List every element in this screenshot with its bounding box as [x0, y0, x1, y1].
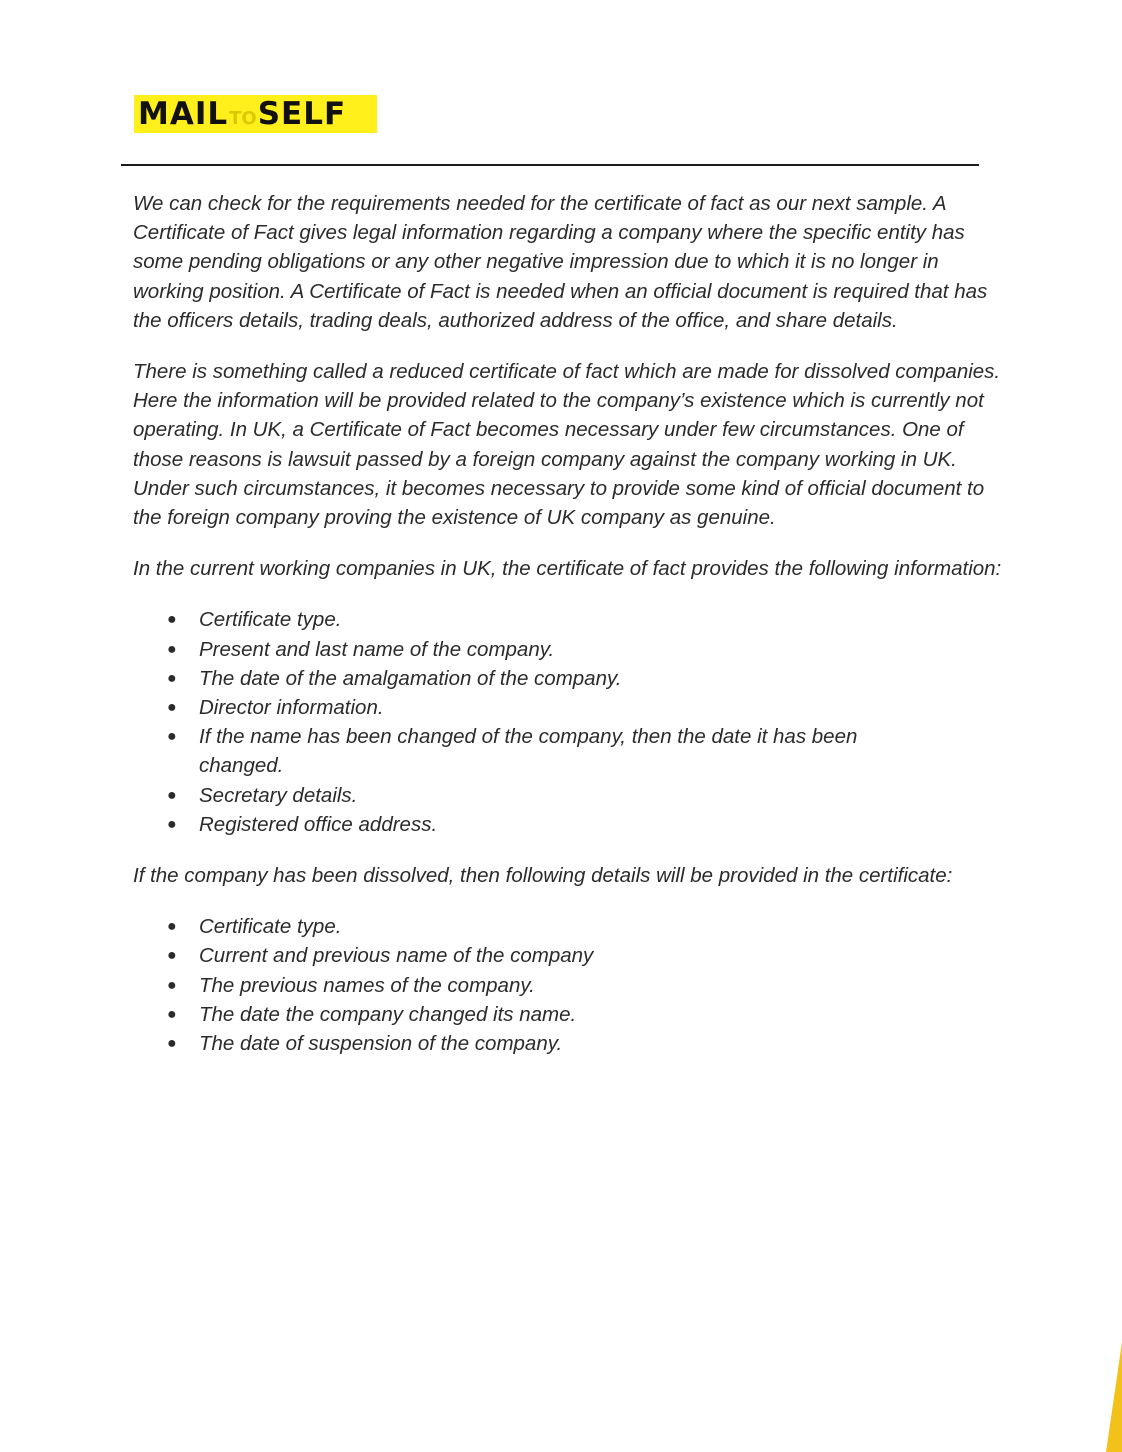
bullet-icon: ●: [167, 699, 177, 717]
dissolved-intro-paragraph: If the company has been dissolved, then following details will be provided in the certificate:: [133, 864, 953, 888]
list-item-text: Present and last name of the company.: [199, 637, 555, 661]
logo-middle-text: TO: [229, 107, 257, 129]
bullet-icon: ●: [167, 728, 177, 746]
list-item-text: The date of the amalgamation of the company.: [199, 666, 622, 690]
bullet-icon: ●: [167, 640, 177, 658]
bullet-icon: ●: [167, 1005, 177, 1023]
list-item-text: If the name has been changed of the company, then the date it has been changed.: [199, 725, 858, 778]
list-item-text: Current and previous name of the company: [199, 944, 594, 968]
list-item: [133, 971, 919, 1000]
bullet-icon: ●: [167, 918, 177, 936]
dissolved-companies-list: [133, 912, 1003, 1058]
mail-to-self-logo: [134, 95, 377, 133]
list-item-text: The date the company changed its name.: [199, 1002, 577, 1026]
document-body: [133, 189, 1003, 1080]
reduced-certificate-paragraph: There is something called a reduced certificate of fact which are made for dissolved companies. Here the information will be provided related to the company’s existence which is currently not operating. In UK, a Certificate of Fact becomes necessary under few circumstances. One of those reasons is lawsuit passed by a foreign company against the company working in UK. Under such circumstances, it becomes necessary to provide some kind of official document to the foreign company proving the existence of UK company as genuine.: [133, 360, 1001, 530]
logo-right-text: SELF: [257, 95, 347, 132]
intro-paragraph: We can check for the requirements needed for the certificate of fact as our next sample. A Certificate of Fact gives legal information regarding a company where the specific entity has some pending obligations or any other negative impression due to which it is no longer in working position. A Certificate of Fact is needed when an official document is required that has the officers details, trading deals, authorized address of the office, and share details.: [133, 192, 988, 332]
list-item: [133, 781, 919, 810]
bullet-icon: ●: [167, 815, 177, 833]
list-item: [133, 810, 919, 839]
list-item: [133, 635, 919, 664]
list-item: [133, 1029, 919, 1058]
bullet-icon: ●: [167, 611, 177, 629]
list-item: [133, 722, 919, 780]
list-item: [133, 1000, 919, 1029]
list-item-text: Registered office address.: [199, 812, 438, 836]
corner-accent-decoration: [1106, 1342, 1122, 1452]
list-item: [133, 912, 919, 941]
bullet-icon: ●: [167, 786, 177, 804]
bullet-icon: ●: [167, 1035, 177, 1053]
logo-text: [138, 95, 347, 132]
list-item: [133, 693, 919, 722]
list-item-text: Secretary details.: [199, 783, 358, 807]
list-item: [133, 941, 919, 970]
bullet-icon: ●: [167, 669, 177, 687]
bullet-icon: ●: [167, 947, 177, 965]
list-item-text: The previous names of the company.: [199, 973, 535, 997]
list-item-text: Certificate type.: [199, 915, 342, 939]
logo-left-text: MAIL: [138, 95, 229, 132]
current-companies-list: [133, 605, 1003, 839]
bullet-icon: ●: [167, 976, 177, 994]
list-item-text: Director information.: [199, 696, 384, 720]
list-item: [133, 664, 919, 693]
header-divider: [121, 164, 979, 166]
current-companies-paragraph: In the current working companies in UK, the certificate of fact provides the following information:: [133, 557, 1002, 581]
list-item: [133, 605, 919, 634]
list-item-text: Certificate type.: [199, 608, 342, 632]
list-item-text: The date of suspension of the company.: [199, 1032, 563, 1056]
